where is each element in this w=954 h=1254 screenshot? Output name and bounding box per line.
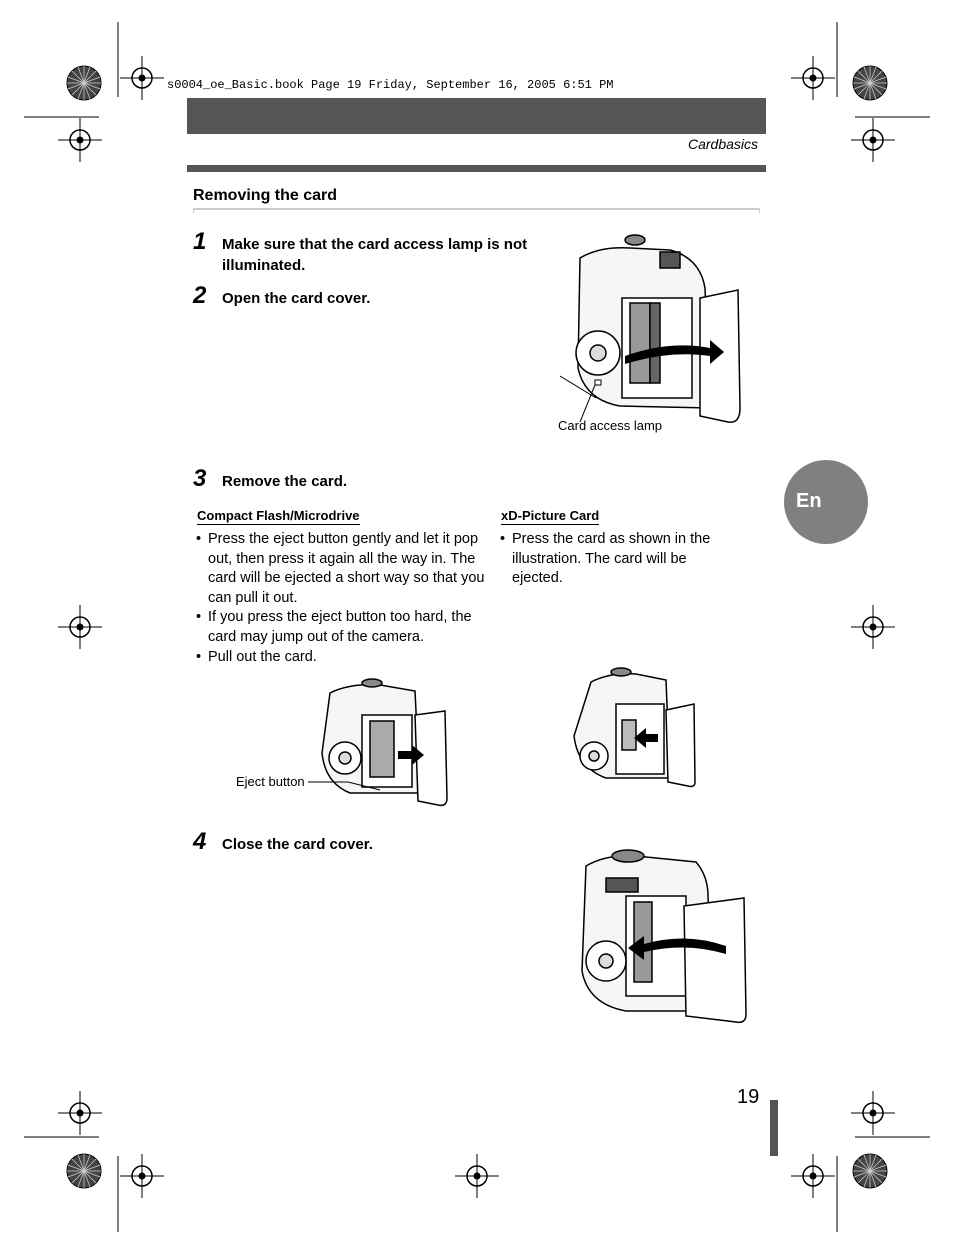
- caption-eject-button: Eject button: [236, 774, 305, 789]
- star-mark-tl: [67, 66, 101, 100]
- page-number: 19: [737, 1086, 760, 1108]
- reg-mark-bc: [455, 1154, 499, 1198]
- language-tab-label: En: [796, 490, 822, 512]
- reg-mark-br: [791, 1154, 835, 1198]
- reg-mark-l3: [58, 1091, 102, 1135]
- eject-button-leader: [308, 770, 388, 790]
- step-4-text: Close the card cover.: [222, 836, 373, 853]
- section-heading: Removing the card: [193, 187, 338, 204]
- compact-flash-heading: Compact Flash/Microdrive: [197, 508, 360, 523]
- close-cover-illustration: [566, 836, 750, 1026]
- step-2-text: Open the card cover.: [222, 290, 371, 307]
- language-tab: [784, 460, 868, 544]
- star-mark-bl: [67, 1154, 101, 1188]
- book-info-line: s0004_oe_Basic.book Page 19 Friday, September 16, 2005 6:51 PM: [167, 78, 614, 92]
- xd-card-heading: xD-Picture Card: [501, 508, 600, 523]
- step-3-number: 3: [193, 465, 207, 492]
- xd-card-list: [500, 530, 740, 589]
- list-item: • Press the card as shown in the illustration. The card will be ejected.: [500, 530, 740, 589]
- page-number-bar: [770, 1100, 778, 1156]
- reg-mark-r2: [851, 605, 895, 649]
- step-2-number: 2: [193, 282, 207, 309]
- step-1-number: 1: [193, 228, 207, 255]
- step-4-number: 4: [193, 828, 207, 855]
- reg-mark-r3: [851, 1091, 895, 1135]
- heading-underline: [193, 208, 760, 213]
- list-item: • Pull out the card.: [196, 648, 492, 668]
- section-label: Cardbasics: [687, 136, 758, 152]
- reg-mark-tr: [791, 56, 835, 100]
- compact-flash-list: [196, 530, 492, 667]
- step-3-text: Remove the card.: [222, 473, 348, 490]
- reg-mark-r1: [851, 118, 895, 162]
- eject-xd-illustration: [566, 660, 698, 785]
- open-cover-illustration: [560, 228, 746, 428]
- header-bar: [187, 98, 766, 134]
- star-mark-tr: [853, 66, 887, 100]
- reg-mark-tl: [120, 56, 164, 100]
- reg-mark-l1: [58, 118, 102, 162]
- list-item: • If you press the eject button too hard, the card may jump out of the camera.: [196, 608, 492, 647]
- caption-card-access-lamp: Card access lamp: [558, 418, 663, 433]
- header-rule: [187, 165, 766, 172]
- list-item: • Press the eject button gently and let it pop out, then press it again all the way in. The card will be ejected a short way so that you can pull it out.: [196, 530, 492, 608]
- reg-mark-bl: [120, 1154, 164, 1198]
- star-mark-br: [853, 1154, 887, 1188]
- step-1-text: Make sure that the card access lamp is not illuminated.: [222, 236, 528, 274]
- reg-mark-l2: [58, 605, 102, 649]
